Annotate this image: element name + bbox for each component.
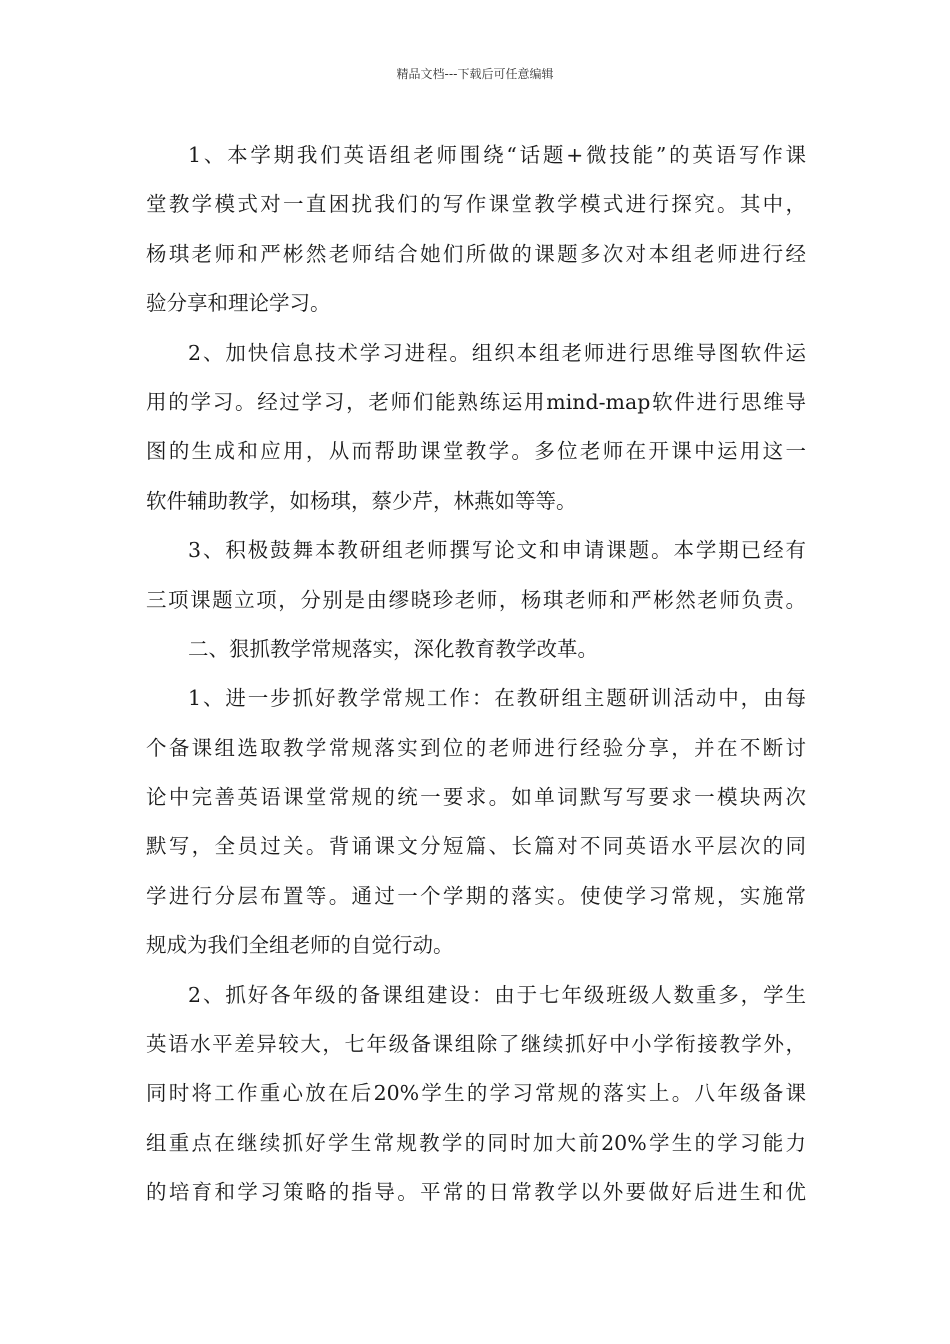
- paragraph-line: 1、进一步抓好教学常规工作：在教研组主题研训活动中，由每: [188, 686, 806, 711]
- paragraph-line: 2、加快信息技术学习进程。组织本组老师进行思维导图软件运: [188, 340, 806, 365]
- paragraph-line: 的培育和学习策略的指导。平常的日常教学以外要做好后进生和优: [146, 1180, 806, 1205]
- paragraph-line: 默写，全员过关。背诵课文分短篇、长篇对不同英语水平层次的同: [146, 834, 806, 859]
- paragraph-line: 组重点在继续抓好学生常规教学的同时加大前20%学生的学习能力: [146, 1130, 806, 1155]
- document-body: [146, 131, 806, 1218]
- section-heading: 二、狠抓教学常规落实，深化教育教学改革。: [188, 636, 598, 661]
- paragraph-line: 堂教学模式对一直困扰我们的写作课堂教学模式进行探究。其中，: [146, 192, 806, 217]
- paragraph-line: 验分享和理论学习。: [146, 291, 331, 316]
- paragraph-line: 个备课组选取教学常规落实到位的老师进行经验分享，并在不断讨: [146, 735, 806, 760]
- paragraph-line: 论中完善英语课堂常规的统一要求。如单词默写写要求一模块两次: [146, 785, 806, 810]
- paragraph-line: 2、抓好各年级的备课组建设：由于七年级班级人数重多，学生: [188, 982, 806, 1007]
- page-header: 精品文档---下载后可任意编辑: [396, 67, 554, 81]
- paragraph-line: 三项课题立项，分别是由缪晓珍老师，杨琪老师和严彬然老师负责。: [146, 587, 806, 612]
- paragraph-line: 规成为我们全组老师的自觉行动。: [146, 933, 454, 958]
- paragraph-line: 软件辅助教学，如杨琪，蔡少芹，林燕如等等。: [146, 488, 577, 513]
- paragraph-line: 同时将工作重心放在后20%学生的学习常规的落实上。八年级备课: [146, 1081, 806, 1106]
- paragraph-line: 英语水平差异较大，七年级备课组除了继续抓好中小学衔接教学外，: [146, 1032, 806, 1057]
- paragraph-line: 用的学习。经过学习，老师们能熟练运用mind-map软件进行思维导: [146, 389, 806, 414]
- paragraph-line: 1、本学期我们英语组老师围绕“话题+微技能”的英语写作课: [188, 143, 806, 167]
- paragraph-line: 杨琪老师和严彬然老师结合她们所做的课题多次对本组老师进行经: [146, 241, 806, 266]
- paragraph-line: 3、积极鼓舞本教研组老师撰写论文和申请课题。本学期已经有: [188, 538, 806, 563]
- paragraph-line: 学进行分层布置等。通过一个学期的落实。使使学习常规，实施常: [146, 883, 806, 908]
- paragraph-line: 图的生成和应用，从而帮助课堂教学。多位老师在开课中运用这一: [146, 439, 806, 464]
